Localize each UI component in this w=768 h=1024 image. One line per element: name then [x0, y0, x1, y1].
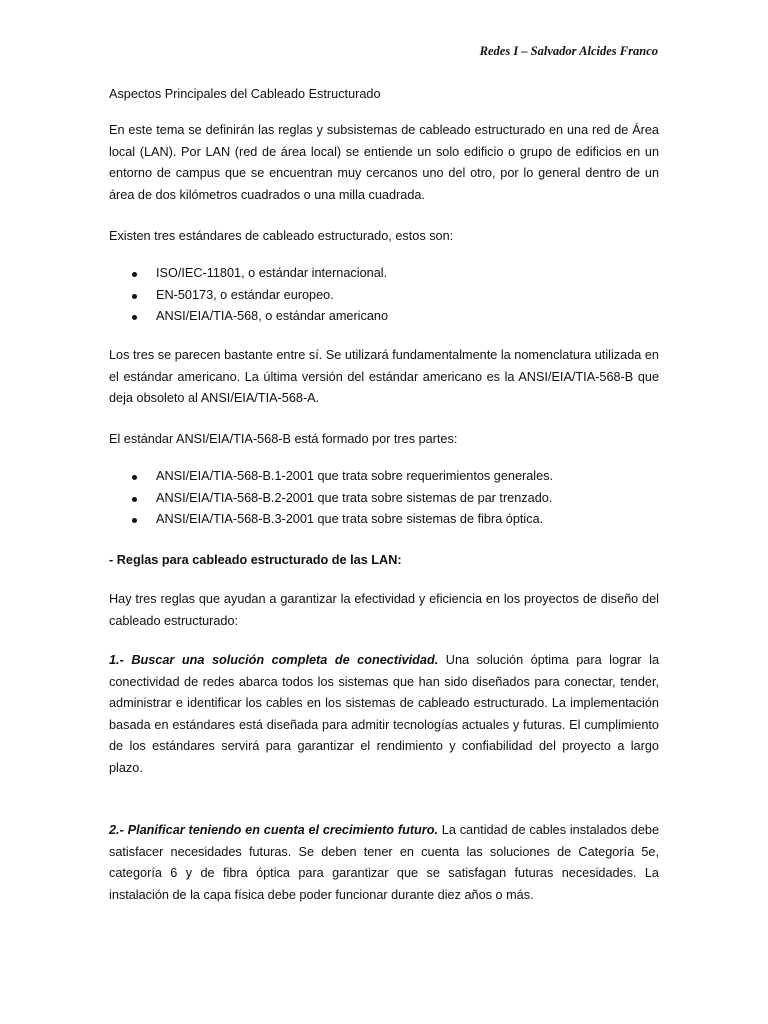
rules-intro: [109, 589, 659, 632]
rules-heading: [109, 550, 659, 572]
rule-1-lead: 1.- Buscar una solución completa de conectividad.: [109, 653, 439, 667]
intro-text: En este tema se definirán las reglas y subsistemas de cableado estructurado en una red de Área local (LAN). Por LAN (red de área local) se entiende un solo edificio o grupo de edificios en un entorno de campus que se encuentran muy cercanos uno del otro, por lo general dentro de un área de dos kilómetros cuadrados o una milla cuadrada.: [109, 123, 659, 202]
standards-intro-text: Existen tres estándares de cableado estructurado, estos son:: [109, 229, 454, 243]
similar-text: Los tres se parecen bastante entre sí. Se utilizará fundamentalmente la nomenclatura utilizada en el estándar americano. La última versión del estándar americano es la ANSI/EIA/TIA-568-B que deja obsoleto al ANSI/EIA/TIA-568-A.: [109, 348, 659, 405]
rule-1-body: Una solución óptima para lograr la conectividad de redes abarca todos los sistemas que han sido diseñados para conectar, tender, administrar e identificar los cables en los sistemas de cableado estructurado. La implementación basada en estándares está diseñada para admitir tecnologías actuales y futuras. El cumplimiento de los estándares servirá para garantizar el rendimiento y confiabilidad del proyecto a largo plazo.: [109, 653, 660, 775]
bullet-icon: [132, 475, 137, 480]
rule-2-lead: 2.- Planificar teniendo en cuenta el crecimiento futuro.: [109, 823, 439, 837]
rule-1: [109, 650, 659, 779]
list-item-text: ANSI/EIA/TIA-568-B.3-2001 que trata sobre sistemas de fibra óptica.: [156, 512, 544, 526]
intro-paragraph: [109, 120, 659, 206]
rule-2-body: La cantidad de cables instalados debe satisfacer necesidades futuras. Se deben tener en cuenta las soluciones de Categoría 5e, categoría 6 y de fibra óptica para garantizar que se satisfagan futuras necesidades. La instalación de la capa física debe poder funcionar durante diez años o más.: [109, 823, 660, 902]
rule-1-text: [109, 650, 659, 779]
list-item: [109, 306, 659, 328]
page-header: Redes I – Salvador Alcides Franco: [479, 44, 658, 58]
section-title: [109, 84, 659, 106]
rule-2-text: [109, 820, 659, 906]
bullet-icon: [132, 272, 137, 277]
list-item-text: EN-50173, o estándar europeo.: [156, 287, 334, 302]
rule-2: [109, 820, 659, 906]
standards-intro: [109, 226, 659, 248]
rules-heading-text: - Reglas para cableado estructurado de las LAN:: [109, 553, 402, 567]
section-title-text: Aspectos Principales del Cableado Estructurado: [109, 87, 381, 101]
list-item-text: ANSI/EIA/TIA-568-B.1-2001 que trata sobre requerimientos generales.: [156, 469, 554, 483]
list-item: [109, 488, 659, 510]
parts-list: [109, 466, 659, 531]
parts-intro: [109, 429, 659, 451]
list-item: [109, 466, 659, 488]
list-item: [109, 285, 659, 307]
rules-intro-text: Hay tres reglas que ayudan a garantizar la efectividad y eficiencia en los proyectos de diseño del cableado estructurado:: [109, 592, 659, 628]
list-item-text: ISO/IEC-11801, o estándar internacional.: [156, 266, 388, 280]
list-item: [109, 509, 659, 531]
similar-paragraph: [109, 345, 659, 410]
bullet-icon: [132, 315, 137, 320]
list-item-text: ANSI/EIA/TIA-568, o estándar americano: [156, 309, 389, 323]
bullet-icon: [132, 518, 137, 523]
parts-intro-text: El estándar ANSI/EIA/TIA-568-B está formado por tres partes:: [109, 432, 458, 446]
bullet-icon: [132, 294, 137, 299]
standards-list: [109, 263, 659, 328]
list-item: [109, 263, 659, 285]
bullet-icon: [132, 497, 137, 502]
list-item-text: ANSI/EIA/TIA-568-B.2-2001 que trata sobre sistemas de par trenzado.: [156, 490, 553, 505]
